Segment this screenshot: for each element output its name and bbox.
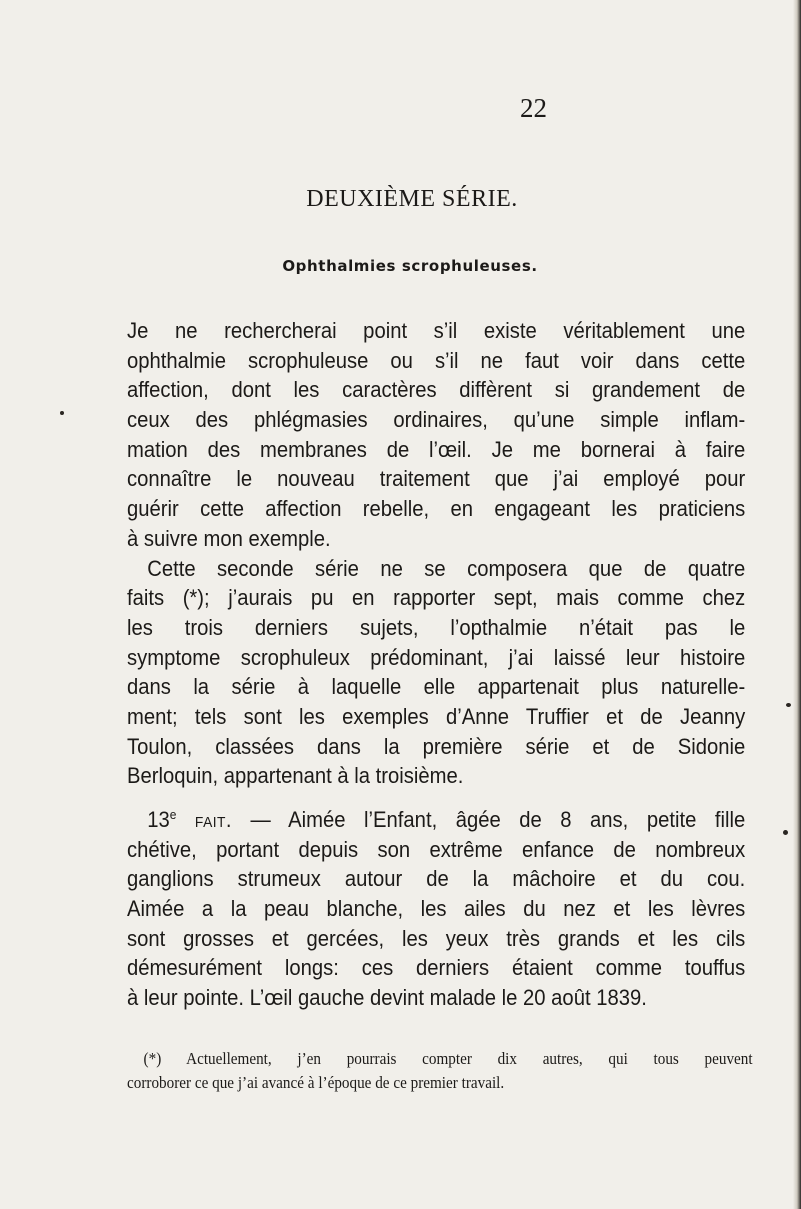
text-line: démesurément longs: ces derniers étaient comme touffus <box>127 955 746 981</box>
section-subtitle: Ophthalmies scrophuleuses. <box>282 257 538 275</box>
fait-label: fait. <box>194 807 233 832</box>
fait-heading-line <box>127 805 745 835</box>
text-line: ganglions strumeux autour de la mâchoire et du cou. <box>127 866 746 892</box>
fait-paragraph <box>127 805 745 1013</box>
series-title: DEUXIÈME SÉRIE. <box>306 186 518 212</box>
text-line: chétive, portant depuis son extrême enfance de nombreux <box>127 836 746 862</box>
text-line: mation des membranes de l’œil. Je me bornerai à faire <box>127 436 746 462</box>
text-line: Berloquin, appartenant à la troisième. <box>127 763 464 789</box>
ink-speck <box>60 411 64 415</box>
text-line: symptome scrophuleux prédominant, j’ai laissé leur histoire <box>127 644 746 670</box>
paragraph-gap <box>127 791 745 805</box>
text-line: ophthalmie scrophuleuse ou s’il ne faut voir dans cette <box>127 347 746 373</box>
text-line: à leur pointe. L’œil gauche devint malade le 20 août 1839. <box>127 985 647 1011</box>
fait-number: 13 <box>147 807 170 832</box>
ink-speck <box>786 703 791 707</box>
text-line: les trois derniers sujets, l’opthalmie n’était pas le <box>127 614 746 640</box>
text-line: dans la série à laquelle elle appartenait plus naturelle- <box>127 674 746 700</box>
ink-speck <box>783 830 788 835</box>
text-line: ment; tels sont les exemples d’Anne Truffier et de Jeanny <box>127 703 746 729</box>
footnote-line: (*) Actuellement, j’en pourrais compter dix autres, qui tous peuvent <box>143 1049 753 1068</box>
body-text <box>127 316 745 1013</box>
paragraph-2 <box>127 554 745 792</box>
footnote <box>127 1047 753 1095</box>
text-line: Toulon, classées dans la première série et de Sidonie <box>127 733 746 759</box>
text-line: Aimée a la peau blanche, les ailes du nez et les lèvres <box>127 896 746 922</box>
fait-first-line-text: Aimée l’Enfant, âgée de 8 ans, petite fille <box>288 807 746 832</box>
page-number: 22 <box>520 93 547 123</box>
fait-dash: — <box>250 807 271 832</box>
paragraph-1 <box>127 316 745 554</box>
text-line: connaître le nouveau traitement que j’ai employé pour <box>127 466 746 492</box>
page-edge-shadow <box>793 0 801 1209</box>
text-line: à suivre mon exemple. <box>127 525 331 551</box>
footnote-line: corroborer ce que j’ai avancé à l’époque de ce premier travail. <box>127 1073 505 1092</box>
text-line: faits (*); j’aurais pu en rapporter sept, mais comme chez <box>127 585 746 611</box>
text-line: ceux des phlégmasies ordinaires, qu’une simple inflam- <box>127 407 746 433</box>
text-line: guérir cette affection rebelle, en engageant les praticiens <box>127 496 746 522</box>
text-line: Cette seconde série ne se composera que de quatre <box>147 555 746 581</box>
text-line: Je ne rechercherai point s’il existe véritablement une <box>127 318 746 343</box>
text-line: sont grosses et gercées, les yeux très grands et les cils <box>127 925 746 951</box>
fait-number-superscript: e <box>169 807 177 822</box>
text-line: affection, dont les caractères diffèrent si grandement de <box>127 377 746 403</box>
